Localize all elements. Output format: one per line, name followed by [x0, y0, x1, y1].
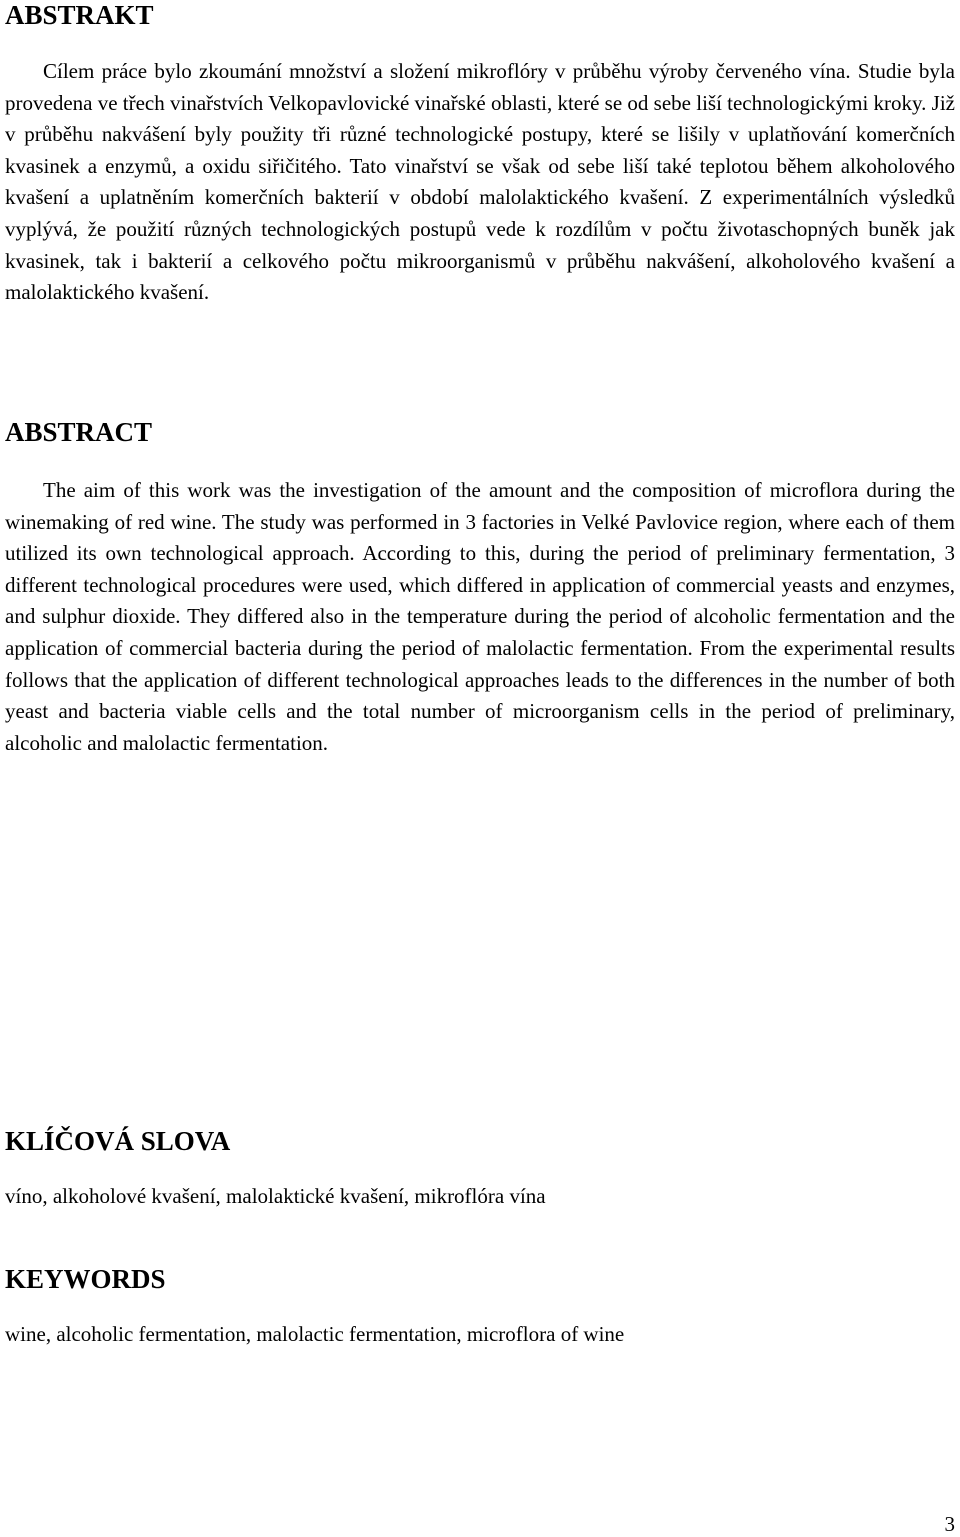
- abstrakt-paragraph: Cílem práce bylo zkoumání množství a složení mikroflóry v průběhu výroby červeného vína. Studie byla provedena ve třech vinařstvích Velkopavlovické vinařské oblasti, které se od sebe liší technologickými kroky. Již v průběhu nakvášení byly použity tři různé technologické postupy, které se lišily v uplatňování komerčních kvasinek a enzymů, a oxidu siřičitého. Tato vinařství se však od sebe liší také teplotou během alkoholového kvašení a uplatněním komerčních bakterií v období malolaktického kvašení. Z experimentálních výsledků vyplývá, že použití různých technologických postupů vede k rozdílům v počtu životaschopných buněk jak kvasinek, tak i bakterií a celkového počtu mikroorganismů v průběhu nakvášení, alkoholového kvašení a malolaktického kvašení.: [5, 59, 955, 305]
- abstract-heading: ABSTRACT: [5, 417, 153, 447]
- keywords-text: wine, alcoholic fermentation, malolactic fermentation, microflora of wine: [5, 1322, 625, 1346]
- klicova-slova-text: víno, alkoholové kvašení, malolaktické kvašení, mikroflóra vína: [5, 1184, 546, 1208]
- page-number: 3: [944, 1512, 955, 1536]
- abstrakt-heading: ABSTRAKT: [5, 0, 154, 30]
- klicova-slova-heading: KLÍČOVÁ SLOVA: [5, 1126, 231, 1156]
- abstract-paragraph: The aim of this work was the investigation of the amount and the composition of microflora during the winemaking of red wine. The study was performed in 3 factories in Velké Pavlovice region, where each of them utilized its own technological approach. According to this, during the period of preliminary fermentation, 3 different technological procedures were used, which differed in application of commercial yeasts and enzymes, and sulphur dioxide. They differed also in the temperature during the period of alcoholic fermentation and the application of commercial bacteria during the period of malolactic fermentation. From the experimental results follows that the application of different technological approaches leads to the differences in the number of both yeast and bacteria viable cells and the total number of microorganism cells in the period of preliminary, alcoholic and malolactic fermentation.: [5, 478, 955, 755]
- keywords-heading: KEYWORDS: [5, 1264, 166, 1294]
